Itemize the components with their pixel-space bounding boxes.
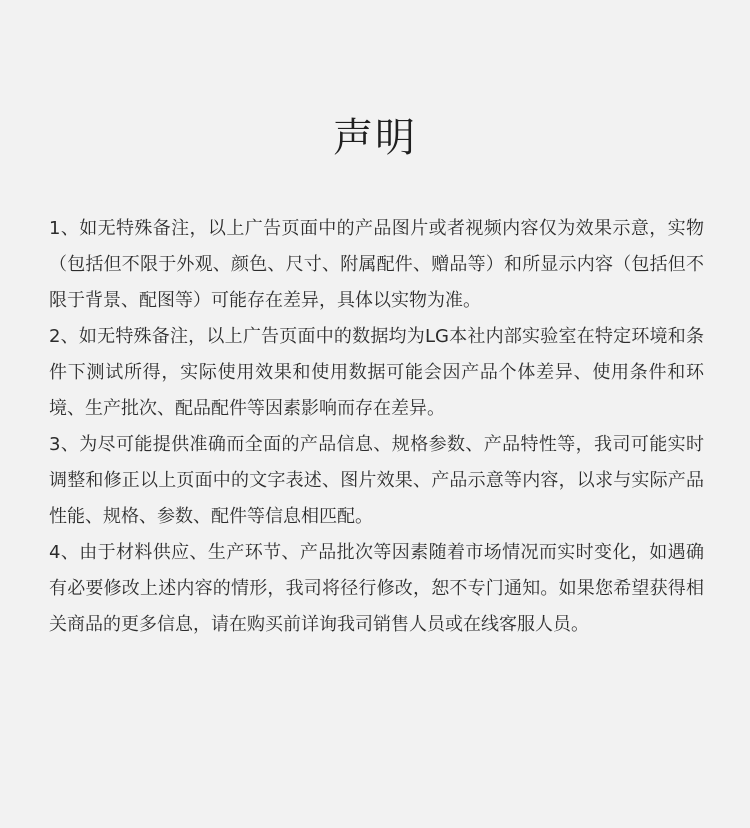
- disclaimer-body: [49, 211, 704, 643]
- disclaimer-item-1: 1、如无特殊备注，以上广告页面中的产品图片或者视频内容仅为效果示意，实物（包括但不限于外观、颜色、尺寸、附属配件、赠品等）和所显示内容（包括但不限于背景、配图等）可能存在差异，具体以实物为准。: [49, 218, 704, 311]
- disclaimer-item-3: 3、为尽可能提供准确而全面的产品信息、规格参数、产品特性等，我司可能实时调整和修正以上页面中的文字表述、图片效果、产品示意等内容，以求与实际产品性能、规格、参数、配件等信息相匹配。: [49, 434, 704, 527]
- disclaimer-item-4: 4、由于材料供应、生产环节、产品批次等因素随着市场情况而实时变化，如遇确有必要修改上述内容的情形，我司将径行修改，恕不专门通知。如果您希望获得相关商品的更多信息，请在购买前详询我司销售人员或在线客服人员。: [49, 542, 704, 635]
- disclaimer-item-2: 2、如无特殊备注，以上广告页面中的数据均为LG本社内部实验室在特定环境和条件下测试所得，实际使用效果和使用数据可能会因产品个体差异、使用条件和环境、生产批次、配品配件等因素影响而存在差异。: [49, 326, 704, 419]
- page-title: 声明: [333, 115, 417, 161]
